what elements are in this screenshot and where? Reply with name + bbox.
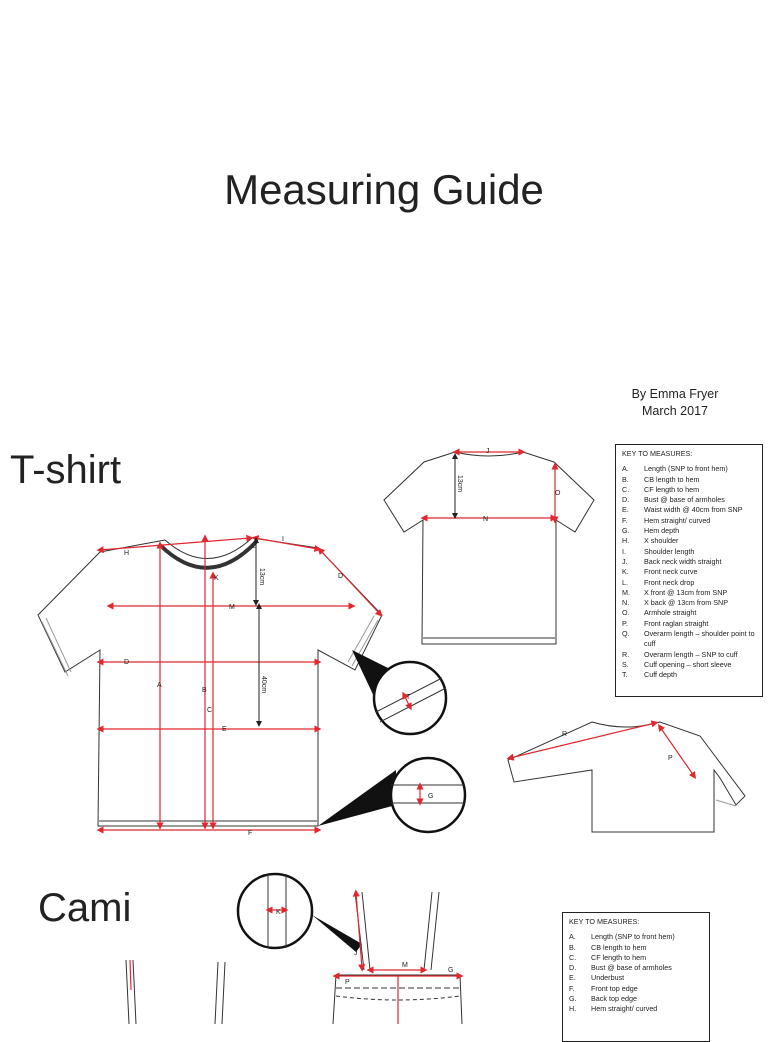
key-text: Shoulder length xyxy=(644,546,695,556)
page-title: Measuring Guide xyxy=(224,166,544,213)
label-c: C xyxy=(207,707,213,714)
raglan-measures xyxy=(510,723,694,776)
tshirt-back-drawing xyxy=(384,452,594,644)
cami-label-m: M xyxy=(402,962,408,969)
key-text: CF length to hem xyxy=(644,484,700,494)
tshirt-front-labels xyxy=(124,536,343,837)
key-text: Front neck curve xyxy=(644,567,698,577)
label-j: J xyxy=(486,448,490,455)
key-letter: E. xyxy=(622,505,629,515)
tshirt-back-measures xyxy=(424,452,555,520)
key-text: CB length to hem xyxy=(644,474,700,484)
key-letter: B. xyxy=(569,942,576,952)
key-letter: Q. xyxy=(622,629,630,639)
key-letter: C. xyxy=(622,484,630,494)
tshirt-heading: T-shirt xyxy=(10,448,122,492)
key-text: Front top edge xyxy=(591,983,638,993)
key-text: Waist width @ 40cm from SNP xyxy=(644,505,743,515)
cami-label-j: J xyxy=(354,950,358,957)
label-p: P xyxy=(668,755,673,762)
key-text: Underbust xyxy=(591,973,625,983)
key-text: Overarm length – SNP to cuff xyxy=(644,649,738,659)
label-n: N xyxy=(483,516,489,523)
key-letter: A. xyxy=(622,464,629,474)
key-text: X shoulder xyxy=(644,536,679,546)
key-letter: C. xyxy=(569,952,577,962)
label-m: M xyxy=(229,604,235,611)
author-name: By Emma Fryer xyxy=(631,387,719,401)
key-text: Hem depth xyxy=(644,526,680,536)
label-a: A xyxy=(157,682,162,689)
key-text: Armhole straight xyxy=(644,608,697,618)
raglan-drawing xyxy=(508,722,745,832)
label-13cm-back: 13cm xyxy=(456,475,463,493)
label-f: F xyxy=(248,830,253,837)
author-date: March 2017 xyxy=(641,404,708,418)
key-text: CB length to hem xyxy=(591,942,647,952)
key-letter: M. xyxy=(622,587,630,597)
key-text: Overarm length – shoulder point to cuff xyxy=(644,629,755,649)
label-40cm: 40cm xyxy=(260,676,267,694)
key-letter: L. xyxy=(622,577,628,587)
cuff-zoom-detail xyxy=(352,650,446,734)
key-text: CF length to hem xyxy=(591,952,647,962)
key-text: Cuff opening – short sleeve xyxy=(644,659,732,669)
label-r: R xyxy=(562,731,568,738)
tshirt-front-drawing xyxy=(38,538,382,826)
key-letter: G. xyxy=(569,994,577,1004)
label-t: T xyxy=(406,694,411,701)
cami-heading: Cami xyxy=(38,886,132,930)
key-title: KEY TO MEASURES: xyxy=(622,449,693,458)
label-b: B xyxy=(202,687,207,694)
label-e: E xyxy=(222,726,227,733)
key-text: Hem straight/ curved xyxy=(644,515,711,525)
label-h: H xyxy=(124,550,130,557)
key-letter: R. xyxy=(622,649,630,659)
key-text: Bust @ base of armholes xyxy=(644,495,725,505)
label-g: G xyxy=(428,793,434,800)
key-letter: A. xyxy=(569,932,576,942)
key-letter: J. xyxy=(622,556,628,566)
key-text: Front raglan straight xyxy=(644,618,709,628)
key-text: Back top edge xyxy=(591,994,637,1004)
label-o: O xyxy=(555,490,561,497)
label-l: L xyxy=(252,543,256,550)
key-letter: F. xyxy=(569,983,575,993)
key-letter: T. xyxy=(622,670,628,680)
key-letter: H. xyxy=(622,536,630,546)
cami-label-k: K xyxy=(276,909,281,916)
key-text: Length (SNP to front hem) xyxy=(591,932,675,942)
key-letter: E. xyxy=(569,973,576,983)
key-letter: D. xyxy=(622,495,630,505)
key-letter: S. xyxy=(622,659,629,669)
label-d: D xyxy=(124,659,130,666)
key-text: Back neck width straight xyxy=(644,556,722,566)
key-letter: O. xyxy=(622,608,630,618)
key-text: Length (SNP to front hem) xyxy=(644,464,728,474)
key-text: Cuff depth xyxy=(644,670,678,680)
label-13cm: 13cm xyxy=(258,568,265,586)
key-letter: D. xyxy=(569,963,577,973)
key-letter: N. xyxy=(622,598,630,608)
key-letter: K. xyxy=(622,567,629,577)
key-text: Bust @ base of armholes xyxy=(591,963,672,973)
key-text: X back @ 13cm from SNP xyxy=(644,598,728,608)
label-k: K xyxy=(214,575,219,582)
tshirt-front-measures xyxy=(100,538,380,830)
key-letter: F. xyxy=(622,515,628,525)
key-text: Hem straight/ curved xyxy=(591,1004,658,1014)
cami-label-p: P xyxy=(345,979,350,986)
key-letter: I. xyxy=(622,546,626,556)
key-title: KEY TO MEASURES: xyxy=(569,917,640,926)
cami-label-g: G xyxy=(448,967,454,974)
key-letter: P. xyxy=(622,618,628,628)
key-letter: H. xyxy=(569,1004,577,1014)
hem-zoom-detail xyxy=(318,758,465,832)
label-d-right: D xyxy=(338,573,344,580)
label-i: I xyxy=(282,536,284,543)
key-text: Front neck drop xyxy=(644,577,695,587)
key-text: X front @ 13cm from SNP xyxy=(644,587,728,597)
key-letter: G. xyxy=(622,526,630,536)
cami-zoom-detail xyxy=(238,874,362,952)
key-letter: B. xyxy=(622,474,629,484)
